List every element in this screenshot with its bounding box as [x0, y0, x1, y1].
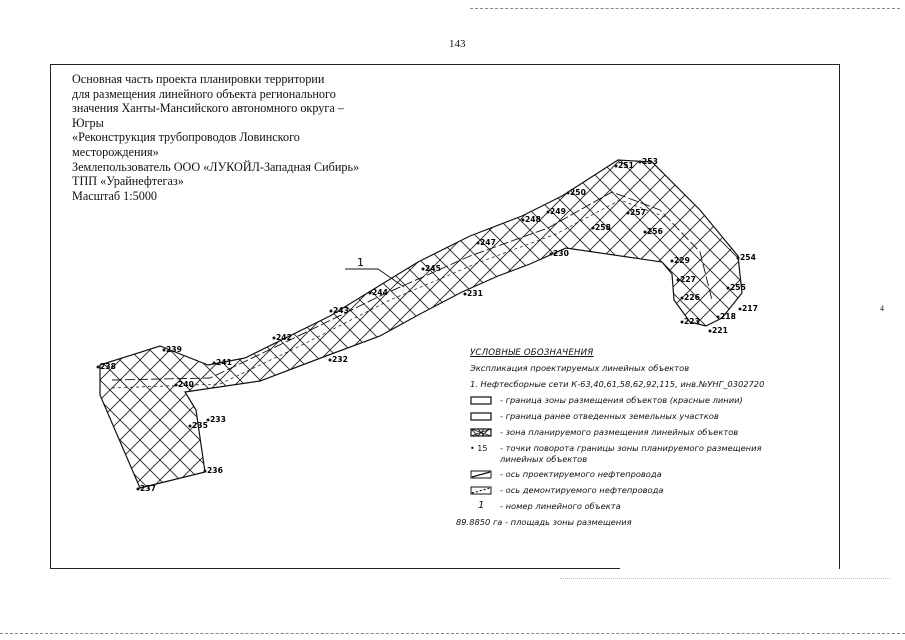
legend-item-text: - точки поворота границы зоны планируемого размещения линейных объектов	[500, 443, 762, 464]
legend-object-line: 1. Нефтесборные сети К-63,40,61,58,62,92,115, инв.№УНГ_0302720	[470, 379, 765, 389]
turn-point-label: 251	[618, 161, 634, 170]
hatched-zone-icon	[470, 428, 492, 437]
legend-item-text: - граница зоны размещения объектов (красные линии)	[500, 395, 743, 405]
legend-item	[470, 469, 810, 485]
turn-point-label: 242	[276, 333, 292, 342]
scan-artifact-top	[470, 8, 900, 9]
legend-item	[470, 395, 810, 411]
turn-point-label: 233	[210, 415, 226, 424]
turn-point-label: 239	[166, 345, 182, 354]
dismantled-pipeline-axis-icon	[470, 486, 492, 495]
legend-title: УСЛОВНЫЕ ОБОЗНАЧЕНИЯ	[470, 348, 594, 358]
turn-point-label: 254	[740, 253, 756, 262]
turn-point-label: 236	[207, 466, 223, 475]
page-number: 143	[449, 38, 466, 50]
turn-point-label: 241	[216, 358, 232, 367]
turn-point-label: 217	[742, 304, 758, 313]
turn-point-label: 238	[100, 362, 116, 371]
legend-item	[470, 411, 810, 427]
turn-point-label: 245	[425, 264, 441, 273]
turn-point-label: 255	[730, 283, 746, 292]
turn-point-label: 232	[332, 355, 348, 364]
projected-pipeline-axis-icon	[470, 470, 492, 479]
turn-point-icon: • 15	[470, 444, 488, 453]
title-line: «Реконструкция трубопроводов Ловинского	[72, 130, 300, 145]
title-line: Масштаб 1:5000	[72, 188, 158, 203]
object-number-icon: 1	[478, 500, 485, 511]
title-line: Землепользователь ООО «ЛУКОЙЛ-Западная Сибирь»	[72, 159, 360, 174]
legend-area	[456, 517, 810, 533]
scan-artifact-bottom	[0, 633, 905, 634]
turn-point-label: 235	[192, 421, 208, 430]
legend-item-text: - ось демонтируемого нефтепровода	[500, 485, 664, 495]
title-line: месторождения»	[72, 144, 159, 159]
turn-point-label: 229	[674, 256, 690, 265]
turn-point-label: 257	[630, 208, 646, 217]
turn-point-label: 250	[570, 188, 586, 197]
turn-point-label: 253	[642, 157, 658, 166]
turn-point-label: 243	[333, 306, 349, 315]
legend-item	[470, 485, 810, 501]
title-line: для размещения линейного объекта регионального	[72, 86, 336, 101]
zone-area-text: 89.8850 га - площадь зоны размещения	[456, 517, 632, 527]
red-line-boundary-icon	[470, 396, 492, 405]
turn-point-label: 226	[684, 293, 700, 302]
legend-item-text: - зона планируемого размещения линейных объектов	[500, 427, 739, 437]
legend-item	[470, 427, 810, 443]
scan-artifact-mid	[560, 578, 890, 579]
turn-point-label: 227	[680, 275, 696, 284]
title-line: ТПП «Урайнефтегаз»	[72, 174, 184, 189]
object-number-label: 1	[357, 256, 364, 269]
legend-explication: Экспликация проектируемых линейных объектов	[470, 363, 690, 373]
turn-point-label: 247	[480, 238, 496, 247]
legend	[456, 347, 810, 533]
turn-point-label: 248	[525, 215, 541, 224]
turn-point-label: 221	[712, 326, 728, 335]
title-line: Югры	[72, 115, 104, 130]
title-line: значения Ханты-Мансийского автономного округа –	[72, 101, 344, 116]
turn-point-label: 223	[684, 317, 700, 326]
margin-mark: 4	[880, 304, 884, 313]
legend-item	[470, 443, 810, 469]
legend-item-text: - ось проектируемого нефтепровода	[500, 469, 662, 479]
turn-point-label: 240	[178, 380, 194, 389]
turn-point-label: 256	[647, 227, 663, 236]
title-line: Основная часть проекта планировки территории	[72, 72, 325, 86]
legend-item	[470, 501, 810, 517]
turn-point-label: 230	[553, 249, 569, 258]
turn-point-label: 258	[595, 223, 611, 232]
turn-point-label: 237	[140, 484, 156, 493]
turn-point-label: 249	[550, 207, 566, 216]
turn-point-label: 231	[467, 289, 483, 298]
turn-point-label: 218	[720, 312, 736, 321]
legend-item-text: - граница ранее отведенных земельных участков	[500, 411, 719, 421]
allotted-land-boundary-icon	[470, 412, 492, 421]
turn-point-label: 244	[372, 288, 388, 297]
legend-item-text: - номер линейного объекта	[500, 501, 621, 511]
